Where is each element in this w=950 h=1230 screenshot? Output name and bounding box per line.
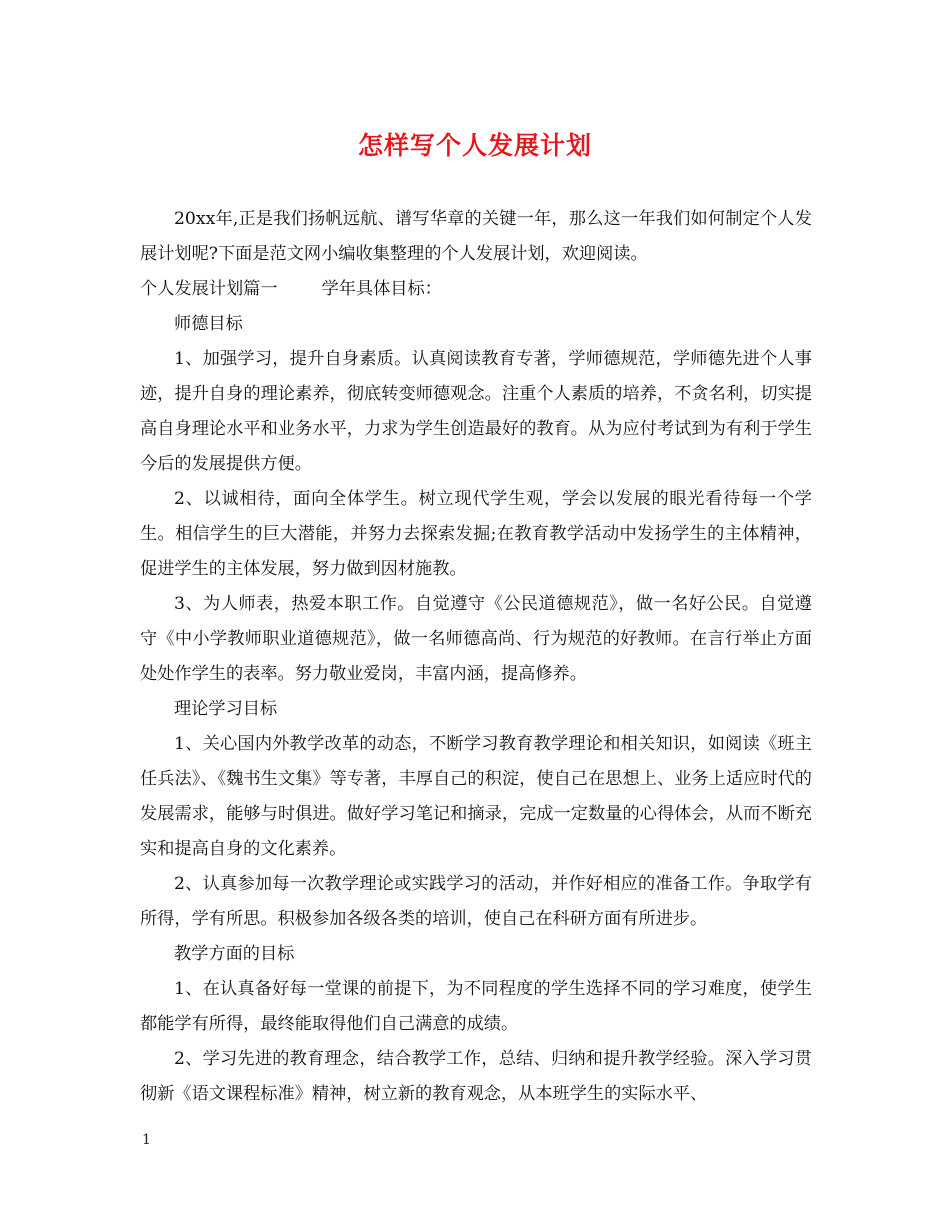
section-subtitle: 学年具体目标：	[321, 279, 442, 299]
paragraph-ethics-2: 2、以诚相待，面向全体学生。树立现代学生观，学会以发展的眼光看待每一个学生。相信学生的巨大潜能，并努力去探索发掘;在教育教学活动中发扬学生的主体精神，促进学生的主体发展，努力做到因材施教。	[140, 489, 812, 579]
paragraph-teaching-1: 1、在认真备好每一堂课的前提下，为不同程度的学生选择不同的学习难度，使学生都能学有所得，最终能取得他们自己满意的成绩。	[140, 979, 812, 1034]
document-body	[140, 202, 812, 1112]
paragraph-theory-1: 1、关心国内外教学改革的动态，不断学习教育教学理论和相关知识，如阅读《班主任兵法》、《魏书生文集》等专著，丰厚自己的积淀，使自己在思想上、业务上适应时代的发展需求，能够与时俱进。做好学习笔记和摘录，完成一定数量的心得体会，从而不断充实和提高自身的文化素养。	[140, 734, 812, 859]
intro-paragraph: 20xx年,正是我们扬帆远航、谱写华章的关键一年，那么这一年我们如何制定个人发展计划呢?下面是范文网小编收集整理的个人发展计划，欢迎阅读。	[140, 209, 812, 264]
heading-teaching: 教学方面的目标	[174, 944, 295, 964]
heading-theory: 理论学习目标	[174, 699, 278, 719]
paragraph-theory-2: 2、认真参加每一次教学理论或实践学习的活动，并作好相应的准备工作。争取学有所得，学有所思。积极参加各级各类的培训，使自己在科研方面有所进步。	[140, 874, 812, 929]
paragraph-ethics-1: 1、加强学习，提升自身素质。认真阅读教育专著，学师德规范，学师德先进个人事迹，提升自身的理论素养，彻底转变师德观念。注重个人素质的培养，不贪名利，切实提高自身理论水平和业务水平，力求为学生创造最好的教育。从为应付考试到为有利于学生今后的发展提供方便。	[140, 349, 812, 474]
document-title: 怎样写个人发展计划	[357, 131, 592, 160]
section-label: 个人发展计划篇一	[140, 279, 278, 299]
heading-ethics: 师德目标	[174, 314, 243, 334]
section-line	[140, 272, 812, 307]
page-number: 1	[142, 1132, 151, 1148]
paragraph-ethics-3: 3、为人师表，热爱本职工作。自觉遵守《公民道德规范》，做一名好公民。自觉遵守《中小学教师职业道德规范》，做一名师德高尚、行为规范的好教师。在言行举止方面处处作学生的表率。努力敬业爱岗，丰富内涵，提高修养。	[140, 594, 812, 684]
paragraph-teaching-2: 2、学习先进的教育理念，结合教学工作，总结、归纳和提升教学经验。深入学习贯彻新《语文课程标准》精神，树立新的教育观念，从本班学生的实际水平、	[140, 1049, 812, 1104]
